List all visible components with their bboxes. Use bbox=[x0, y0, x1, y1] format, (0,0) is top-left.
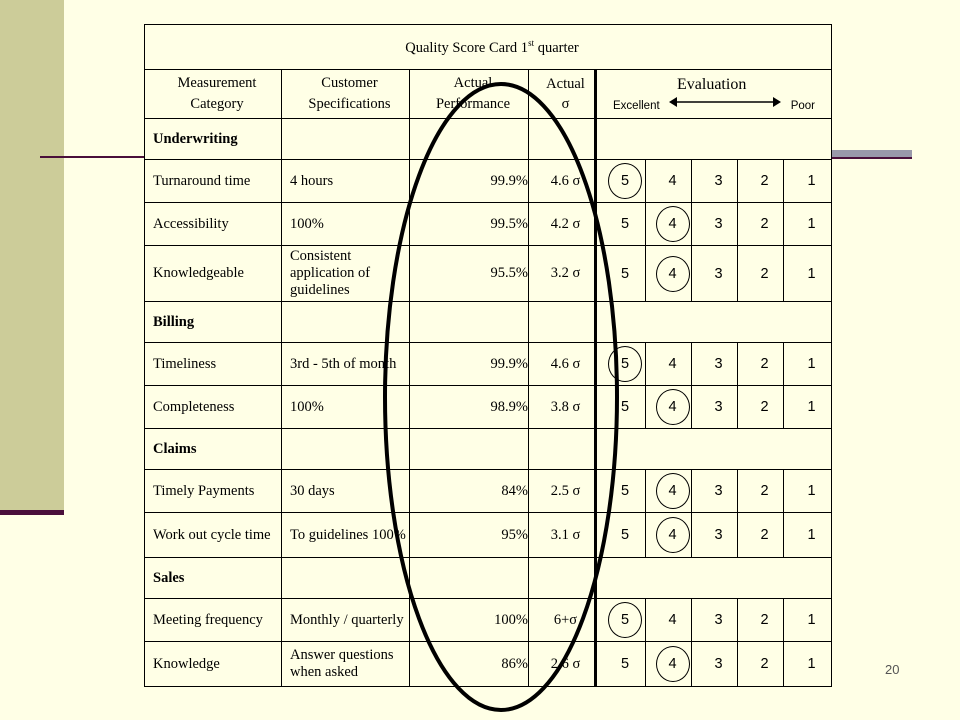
score-cell-5 bbox=[596, 386, 646, 429]
header-sigma-symbol: σ bbox=[561, 96, 570, 112]
section-empty-cell bbox=[410, 119, 529, 160]
circled-score: 5 bbox=[608, 163, 642, 199]
header-spec: Customer Specifications bbox=[282, 70, 410, 119]
score-value: 1 bbox=[807, 173, 816, 189]
score-cell-5 bbox=[596, 160, 646, 203]
section-evaluation-cell bbox=[596, 302, 832, 343]
score-cell-1 bbox=[784, 343, 832, 386]
header-category: Measurement Category bbox=[145, 70, 282, 119]
measurement-category: Meeting frequency bbox=[145, 599, 282, 642]
measurement-category: Work out cycle time bbox=[145, 513, 282, 558]
score-value: 2 bbox=[760, 216, 769, 232]
section-empty-cell bbox=[529, 558, 596, 599]
actual-performance: 98.9% bbox=[410, 386, 529, 429]
score-value: 1 bbox=[807, 265, 816, 282]
score-cell-3 bbox=[692, 160, 738, 203]
score-cell-4 bbox=[646, 470, 692, 513]
customer-specification: To guidelines 100% bbox=[282, 513, 410, 558]
score-cell-2 bbox=[738, 470, 784, 513]
score-value: 2 bbox=[760, 612, 769, 628]
score-value: 1 bbox=[807, 612, 816, 628]
decorative-line-right bbox=[830, 157, 912, 159]
score-cell-3 bbox=[692, 246, 738, 302]
score-cell-2 bbox=[738, 160, 784, 203]
score-value: 3 bbox=[714, 527, 723, 543]
score-cell-3 bbox=[692, 203, 738, 246]
section-evaluation-cell bbox=[596, 558, 832, 599]
score-cell-1 bbox=[784, 642, 832, 687]
customer-specification: 100% bbox=[282, 203, 410, 246]
table-row bbox=[145, 599, 832, 642]
poor-label: Poor bbox=[790, 100, 815, 112]
circled-score: 4 bbox=[656, 517, 690, 553]
score-cell-3 bbox=[692, 386, 738, 429]
customer-specification: Monthly / quarterly bbox=[282, 599, 410, 642]
score-value: 5 bbox=[620, 483, 630, 499]
score-value: 5 bbox=[620, 265, 630, 282]
score-value: 3 bbox=[714, 399, 723, 415]
score-cell-5 bbox=[596, 642, 646, 687]
table-row bbox=[145, 470, 832, 513]
score-cell-4 bbox=[646, 642, 692, 687]
actual-sigma: 4.6 σ bbox=[529, 160, 596, 203]
circled-score: 5 bbox=[608, 346, 642, 382]
section-empty-cell bbox=[282, 119, 410, 160]
measurement-category: Completeness bbox=[145, 386, 282, 429]
score-cell-4 bbox=[646, 203, 692, 246]
table-row bbox=[145, 642, 832, 687]
actual-performance: 86% bbox=[410, 642, 529, 687]
actual-sigma: 6+σ bbox=[529, 599, 596, 642]
score-value: 2 bbox=[760, 173, 769, 189]
section-row-underwriting bbox=[145, 119, 832, 160]
score-cell-1 bbox=[784, 386, 832, 429]
section-name: Sales bbox=[145, 558, 282, 599]
evaluation-title: Evaluation bbox=[677, 76, 747, 93]
circled-score: 5 bbox=[608, 602, 642, 638]
table-row bbox=[145, 343, 832, 386]
score-cell-1 bbox=[784, 160, 832, 203]
score-value: 5 bbox=[620, 656, 630, 672]
double-arrow-icon bbox=[669, 96, 781, 108]
score-cell-5 bbox=[596, 246, 646, 302]
table-row bbox=[145, 386, 832, 429]
score-value: 1 bbox=[807, 216, 816, 232]
score-cell-4 bbox=[646, 343, 692, 386]
score-cell-3 bbox=[692, 343, 738, 386]
score-cell-5 bbox=[596, 203, 646, 246]
section-empty-cell bbox=[529, 429, 596, 470]
customer-specification: 3rd - 5th of month bbox=[282, 343, 410, 386]
score-value: 2 bbox=[760, 483, 769, 499]
score-value: 2 bbox=[760, 399, 769, 415]
table-row bbox=[145, 246, 832, 302]
header-evaluation bbox=[596, 70, 832, 119]
score-cell-2 bbox=[738, 386, 784, 429]
decorative-line-left bbox=[40, 156, 146, 158]
score-value: 2 bbox=[760, 356, 769, 372]
score-value: 4 bbox=[668, 173, 677, 189]
section-empty-cell bbox=[410, 302, 529, 343]
measurement-category: Timely Payments bbox=[145, 470, 282, 513]
score-cell-1 bbox=[784, 470, 832, 513]
score-value: 3 bbox=[714, 356, 723, 372]
score-value: 4 bbox=[668, 356, 677, 372]
score-value: 5 bbox=[620, 527, 630, 543]
measurement-category: Knowledgeable bbox=[145, 246, 282, 302]
score-value: 5 bbox=[620, 399, 630, 415]
quality-score-card bbox=[144, 24, 831, 699]
score-cell-3 bbox=[692, 599, 738, 642]
score-value: 1 bbox=[807, 527, 816, 543]
score-cell-3 bbox=[692, 470, 738, 513]
section-name: Claims bbox=[145, 429, 282, 470]
measurement-category: Turnaround time bbox=[145, 160, 282, 203]
score-value: 3 bbox=[714, 656, 723, 672]
score-value: 2 bbox=[760, 265, 769, 282]
score-cell-2 bbox=[738, 513, 784, 558]
section-name: Underwriting bbox=[145, 119, 282, 160]
table-row bbox=[145, 513, 832, 558]
page-number: 20 bbox=[885, 662, 900, 677]
score-cell-1 bbox=[784, 203, 832, 246]
score-card-title: Quality Score Card 1st quarter bbox=[145, 25, 832, 70]
score-cell-5 bbox=[596, 343, 646, 386]
excellent-label: Excellent bbox=[613, 100, 660, 112]
actual-performance: 99.9% bbox=[410, 160, 529, 203]
section-empty-cell bbox=[529, 119, 596, 160]
score-cell-1 bbox=[784, 599, 832, 642]
header-sigma-label: Actual bbox=[546, 76, 585, 92]
actual-sigma: 3.1 σ bbox=[529, 513, 596, 558]
score-value: 3 bbox=[714, 483, 723, 499]
table-row bbox=[145, 203, 832, 246]
score-cell-1 bbox=[784, 246, 832, 302]
measurement-category: Timeliness bbox=[145, 343, 282, 386]
section-empty-cell bbox=[282, 429, 410, 470]
score-value: 5 bbox=[620, 216, 630, 232]
section-row-sales bbox=[145, 558, 832, 599]
score-value: 1 bbox=[807, 399, 816, 415]
actual-sigma: 3.8 σ bbox=[529, 386, 596, 429]
score-cell-2 bbox=[738, 246, 784, 302]
header-sigma bbox=[529, 70, 596, 119]
score-cell-5 bbox=[596, 470, 646, 513]
section-empty-cell bbox=[529, 302, 596, 343]
score-value: 1 bbox=[807, 483, 816, 499]
section-name: Billing bbox=[145, 302, 282, 343]
score-card-table bbox=[144, 24, 832, 687]
score-cell-4 bbox=[646, 599, 692, 642]
customer-specification: Consistent application of guidelines bbox=[282, 246, 410, 302]
score-cell-4 bbox=[646, 386, 692, 429]
score-value: 3 bbox=[714, 265, 723, 282]
score-value: 3 bbox=[714, 612, 723, 628]
circled-score: 4 bbox=[656, 646, 690, 682]
score-cell-1 bbox=[784, 513, 832, 558]
score-value: 2 bbox=[760, 527, 769, 543]
score-cell-5 bbox=[596, 513, 646, 558]
customer-specification: Answer questions when asked bbox=[282, 642, 410, 687]
circled-score: 4 bbox=[656, 389, 690, 425]
score-cell-2 bbox=[738, 599, 784, 642]
score-cell-4 bbox=[646, 246, 692, 302]
score-value: 4 bbox=[668, 612, 677, 628]
circled-score: 4 bbox=[656, 256, 690, 292]
actual-performance: 100% bbox=[410, 599, 529, 642]
section-empty-cell bbox=[282, 558, 410, 599]
section-row-billing bbox=[145, 302, 832, 343]
score-value: 3 bbox=[714, 216, 723, 232]
customer-specification: 100% bbox=[282, 386, 410, 429]
score-value: 3 bbox=[714, 173, 723, 189]
customer-specification: 4 hours bbox=[282, 160, 410, 203]
actual-sigma: 4.6 σ bbox=[529, 343, 596, 386]
circled-score: 4 bbox=[656, 206, 690, 242]
section-evaluation-cell bbox=[596, 429, 832, 470]
score-cell-2 bbox=[738, 203, 784, 246]
score-cell-3 bbox=[692, 642, 738, 687]
section-row-claims bbox=[145, 429, 832, 470]
measurement-category: Accessibility bbox=[145, 203, 282, 246]
actual-performance: 95.5% bbox=[410, 246, 529, 302]
section-evaluation-cell bbox=[596, 119, 832, 160]
score-cell-3 bbox=[692, 513, 738, 558]
actual-performance: 99.9% bbox=[410, 343, 529, 386]
header-performance: Actual Performance bbox=[410, 70, 529, 119]
section-empty-cell bbox=[282, 302, 410, 343]
measurement-category: Knowledge bbox=[145, 642, 282, 687]
actual-sigma: 2.6 σ bbox=[529, 642, 596, 687]
score-cell-2 bbox=[738, 343, 784, 386]
table-row bbox=[145, 160, 832, 203]
actual-performance: 84% bbox=[410, 470, 529, 513]
slide-sidebar bbox=[0, 0, 64, 512]
actual-sigma: 4.2 σ bbox=[529, 203, 596, 246]
circled-score: 4 bbox=[656, 473, 690, 509]
score-value: 2 bbox=[760, 656, 769, 672]
section-empty-cell bbox=[410, 558, 529, 599]
actual-performance: 95% bbox=[410, 513, 529, 558]
sidebar-accent-line bbox=[0, 510, 64, 515]
score-cell-4 bbox=[646, 160, 692, 203]
score-cell-5 bbox=[596, 599, 646, 642]
section-empty-cell bbox=[410, 429, 529, 470]
score-cell-2 bbox=[738, 642, 784, 687]
actual-sigma: 2.5 σ bbox=[529, 470, 596, 513]
score-value: 1 bbox=[807, 356, 816, 372]
score-value: 1 bbox=[807, 656, 816, 672]
actual-sigma: 3.2 σ bbox=[529, 246, 596, 302]
customer-specification: 30 days bbox=[282, 470, 410, 513]
actual-performance: 99.5% bbox=[410, 203, 529, 246]
score-cell-4 bbox=[646, 513, 692, 558]
